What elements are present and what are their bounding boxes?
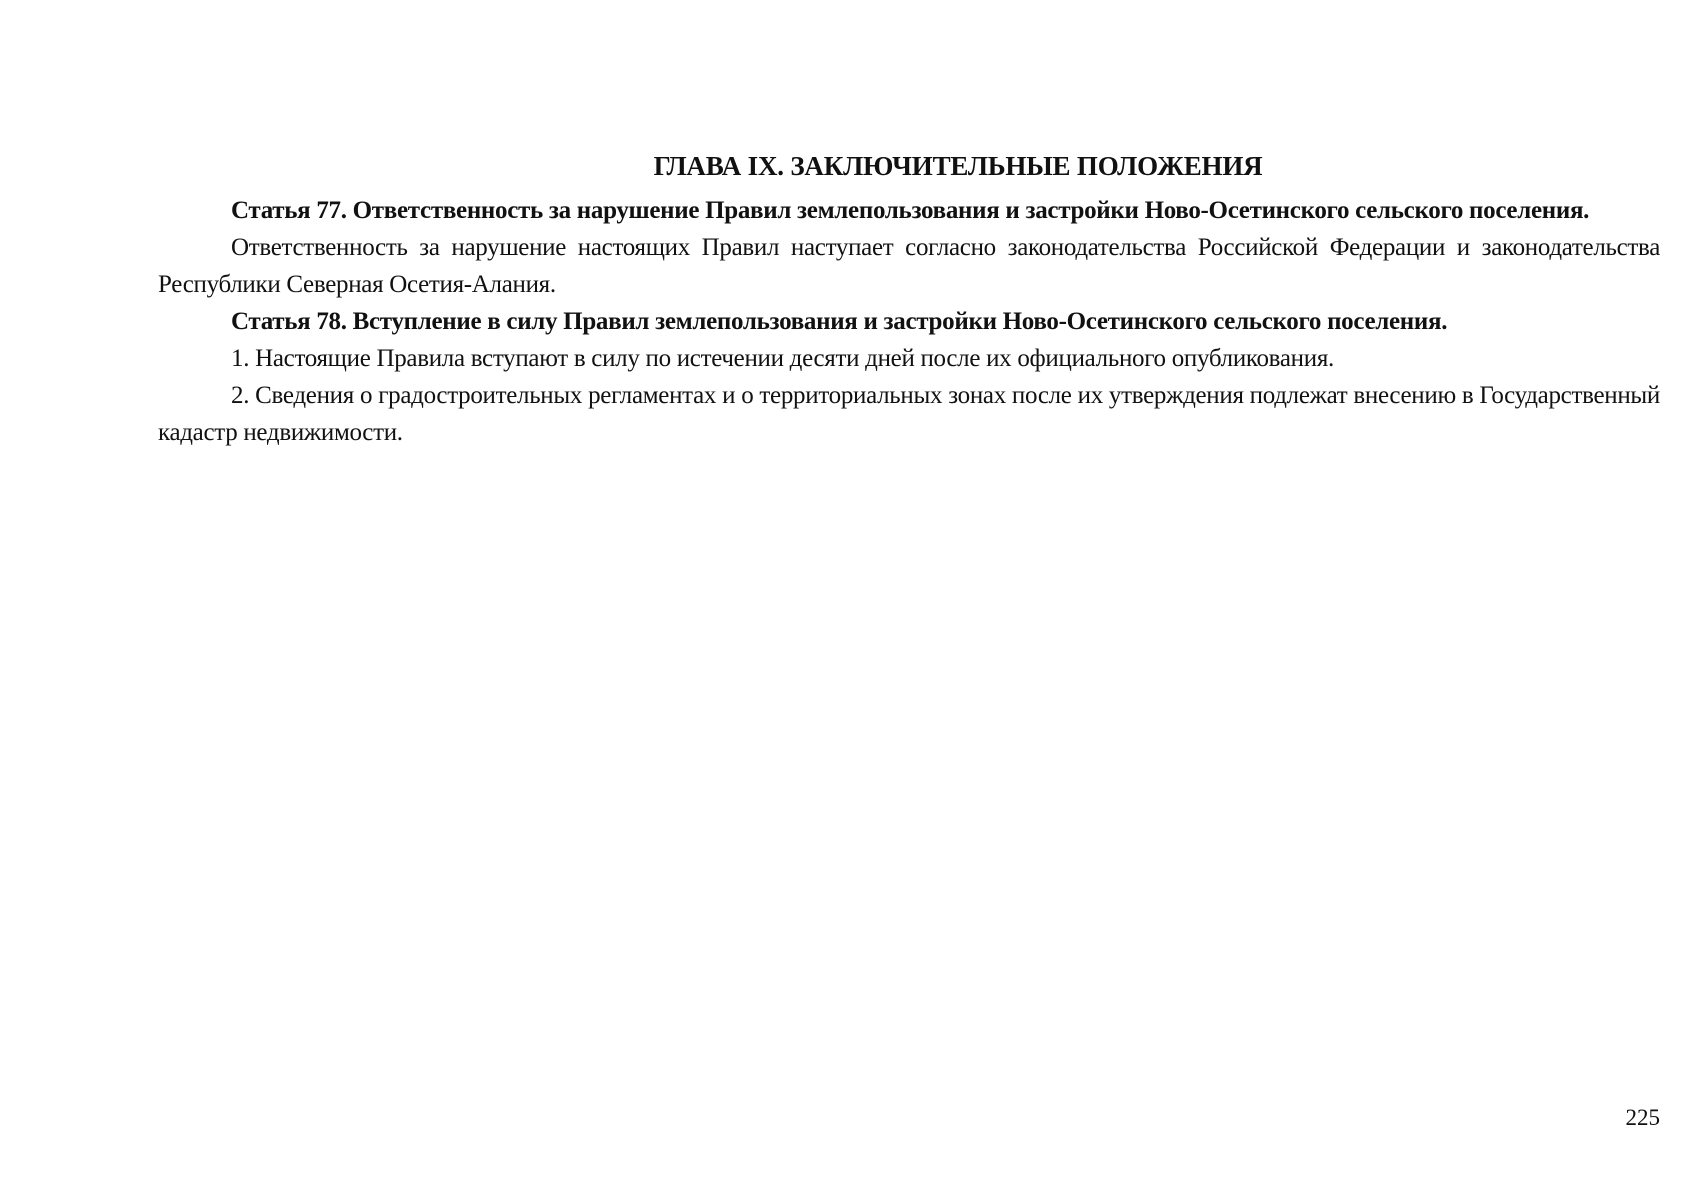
article-77-paragraph-1: Ответственность за нарушение настоящих Правил наступает согласно законодательства Российской Федерации и законодательства Республики Северная Осетия-Алания.: [158, 234, 1660, 298]
document-page: [158, 148, 1660, 451]
article-78: [158, 303, 1660, 451]
article-78-heading: Статья 78. Вступление в силу Правил землепользования и застройки Ново-Осетинского сельского поселения.: [231, 308, 1448, 335]
chapter-title: ГЛАВА IX. ЗАКЛЮЧИТЕЛЬНЫЕ ПОЛОЖЕНИЯ: [653, 151, 1263, 181]
page-number: 225: [1625, 1105, 1660, 1130]
article-78-paragraph-2: 2. Сведения о градостроительных регламентах и о территориальных зонах после их утверждения подлежат внесению в Государственный кадастр недвижимости.: [158, 382, 1660, 446]
article-77: [158, 192, 1660, 303]
article-77-heading: Статья 77. Ответственность за нарушение Правил землепользования и застройки Ново-Осетинского сельского поселения.: [231, 197, 1590, 224]
article-78-paragraph-1: 1. Настоящие Правила вступают в силу по истечении десяти дней после их официального опубликования.: [231, 345, 1334, 372]
